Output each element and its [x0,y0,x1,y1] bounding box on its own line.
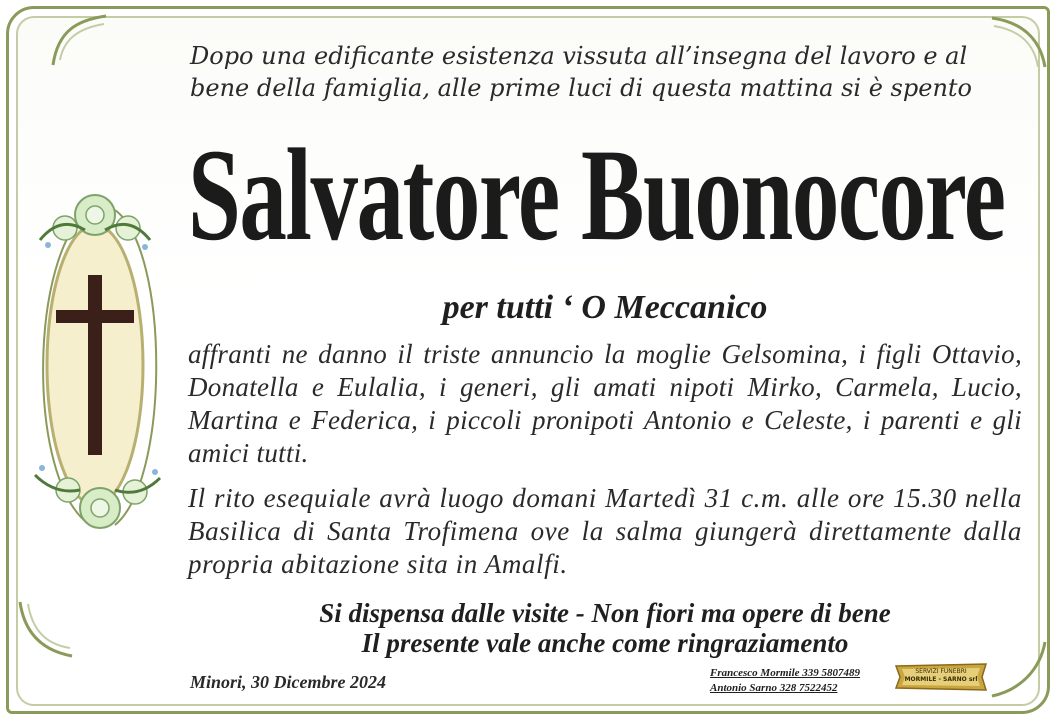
contact-line: Francesco Mormile 339 5807489 [710,667,861,679]
badge-line-1: SERVIZI FUNEBRI [915,668,967,675]
cross-ornament [20,190,170,540]
corner-ornament-icon [48,10,108,70]
place-date: Minori, 30 Dicembre 2024 [190,672,386,692]
deceased-name: Salvatore Buonocore [188,121,1005,268]
funeral-info-paragraph: Il rito esequiale avrà luogo domani Martedì 31 c.m. alle ore 15.30 nella Basilica di Santa Trofimena ove la salma giungerà direttamente dalla propria abitazione sita in Amalfi. [188,483,1022,579]
corner-ornament-icon [14,600,74,660]
closing-line-1: Si dispensa dalle visite - Non fiori ma opere di bene [319,598,891,628]
company-badge-text [904,668,978,684]
intro-line-2: bene della famiglia, alle prime luci di questa mattina si è spento [190,74,972,102]
closing-line-2: Il presente vale anche come ringraziamento [361,628,849,658]
contact-line: Antonio Sarno 328 7522452 [710,682,838,694]
announcement-paragraph: affranti ne danno il triste annuncio la moglie Gelsomina, i figli Ottavio, Donatella e Eulalia, i generi, gli amati nipoti Mirko, Carmela, Lucio, Martina e Federica, i piccoli pronipoti Antonio e Celeste, i parenti e gli amici tutti. [188,339,1022,468]
badge-line-2: MORMILE - SARNO srl [904,676,978,683]
intro-line-1: Dopo una edificante esistenza vissuta all’insegna del lavoro e al [190,42,968,70]
nickname: per tutti ‘ O Meccanico [442,289,768,326]
intro-text [190,40,1020,104]
contacts [710,666,890,696]
